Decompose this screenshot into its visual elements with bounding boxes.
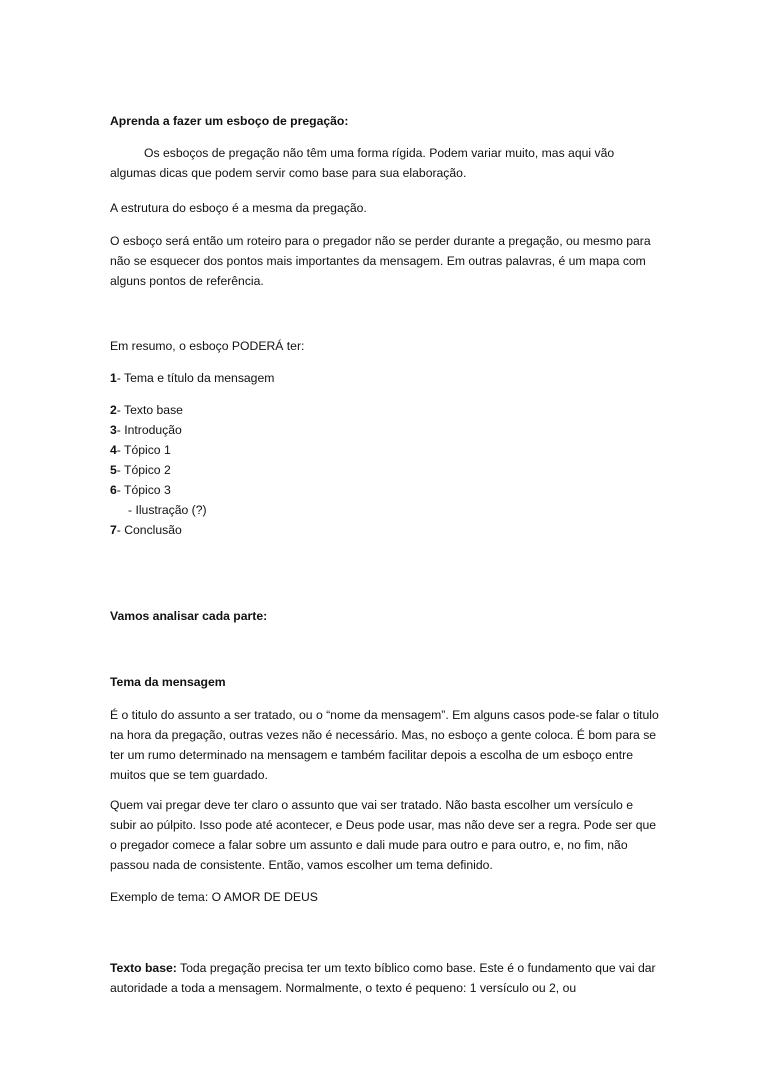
- outline-item: [110, 420, 662, 440]
- outline-item: [110, 520, 662, 540]
- outline-item-text: - Tema e título da mensagem: [116, 371, 275, 385]
- outline-item-text: - Conclusão: [116, 523, 182, 537]
- analyze-heading: Vamos analisar cada parte:: [110, 609, 268, 623]
- outline-item-text: - Tópico 2: [116, 463, 171, 477]
- outline-item-text: - Texto base: [116, 403, 183, 417]
- outline-item: [110, 440, 662, 460]
- base-text-label: Texto base:: [110, 961, 177, 975]
- outline-item-text: - Tópico 3: [116, 483, 171, 497]
- intro-paragraph: Os esboços de pregação não têm uma forma rígida. Podem variar muito, mas aqui vão algumas dicas que podem servir como base para sua elaboração.: [110, 146, 615, 180]
- outline-item: [110, 368, 662, 388]
- outline-item-text: - Ilustração (?): [128, 503, 207, 517]
- outline-list-first: [110, 368, 662, 388]
- outline-item: [110, 460, 662, 480]
- outline-item-text: - Tópico 1: [116, 443, 171, 457]
- outline-item-number: 3: [110, 423, 117, 437]
- document-heading: Aprenda a fazer um esboço de pregação:: [110, 114, 349, 128]
- outline-item: [110, 400, 662, 420]
- outline-item-number: 7: [110, 523, 117, 537]
- theme-paragraph-2: Quem vai pregar deve ter claro o assunto que vai ser tratado. Não basta escolher um versículo e subir ao púlpito. Isso pode até acontecer, e Deus pode usar, mas não deve ser a regra. Pode ser que o pregador comece a falar sobre um assunto e dali mude para outro e para outro, e, no fim, não passou nada de consistente. Então, vamos escolher um tema definido.: [110, 798, 657, 872]
- outline-item-text: - Introdução: [116, 423, 182, 437]
- theme-paragraph-1: É o titulo do assunto a ser tratado, ou o “nome da mensagem”. Em alguns casos pode-se falar o titulo na hora da pregação, outras vezes não é necessário. Mas, no esboço a gente coloca. É bom para se ter um rumo determinado na mensagem e também facilitar depois a escolha de um esboço entre muitos que se tem guardado.: [110, 708, 659, 782]
- outline-subitem: [110, 500, 662, 520]
- structure-sentence: A estrutura do esboço é a mesma da pregação.: [110, 201, 367, 215]
- base-text-body: Toda pregação precisa ter um texto bíblico como base. Este é o fundamento que vai dar autoridade a toda a mensagem. Normalmente, o texto é pequeno: 1 versículo ou 2, ou: [110, 961, 656, 995]
- outline-item-number: 5: [110, 463, 117, 477]
- roadmap-paragraph: O esboço será então um roteiro para o pregador não se perder durante a pregação, ou mesmo para não se esquecer dos pontos mais importantes da mensagem. Em outras palavras, é um mapa com alguns pontos de referência.: [110, 234, 651, 288]
- base-text-paragraph: [110, 958, 662, 998]
- summary-intro: Em resumo, o esboço PODERÁ ter:: [110, 339, 305, 353]
- outline-item-number: 6: [110, 483, 117, 497]
- outline-item-number: 4: [110, 443, 117, 457]
- outline-item-number: 2: [110, 403, 117, 417]
- outline-item-number: 1: [110, 371, 117, 385]
- outline-item: [110, 480, 662, 500]
- theme-heading: Tema da mensagem: [110, 675, 226, 689]
- outline-list: [110, 400, 662, 540]
- theme-example: Exemplo de tema: O AMOR DE DEUS: [110, 890, 318, 904]
